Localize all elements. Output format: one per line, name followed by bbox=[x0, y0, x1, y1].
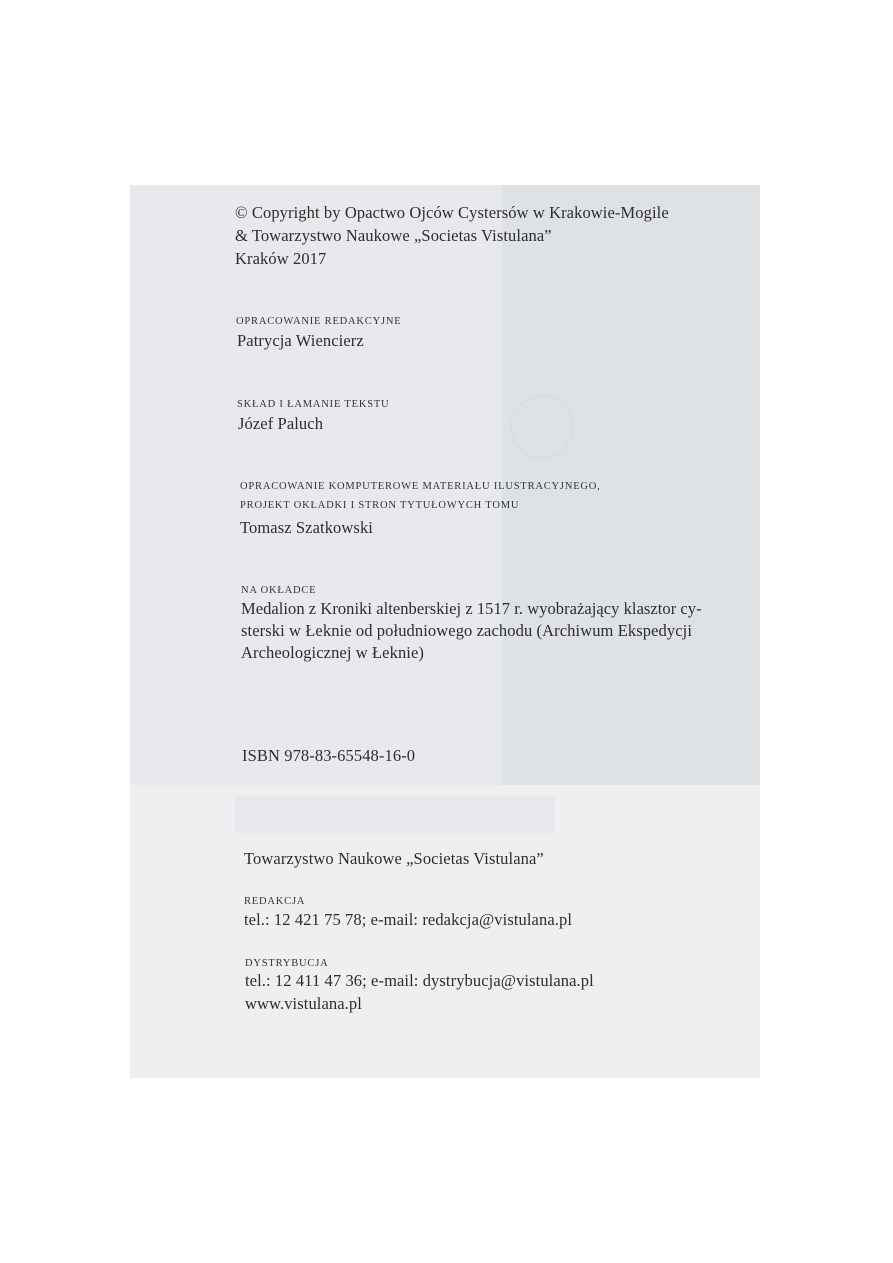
publisher-distribution-label: DYSTRYBUCJA bbox=[245, 958, 329, 969]
bleed-through-bar bbox=[235, 795, 555, 833]
publisher-editorial-label: REDAKCJA bbox=[244, 896, 306, 907]
editorial-label: OPRACOWANIE REDAKCYJNE bbox=[236, 316, 402, 327]
editorial-name: Patrycja Wiencierz bbox=[237, 331, 364, 350]
cover-text-line-1: Medalion z Kroniki altenberskiej z 1517 r. wyobrażający klasztor cy- bbox=[241, 599, 702, 618]
publisher-name: Towarzystwo Naukowe „Societas Vistulana” bbox=[244, 849, 544, 868]
isbn: ISBN 978-83-65548-16-0 bbox=[242, 746, 416, 765]
copyright-line-3: Kraków 2017 bbox=[235, 249, 327, 268]
illustrations-name: Tomasz Szatkowski bbox=[240, 518, 373, 537]
copyright-line-2: & Towarzystwo Naukowe „Societas Vistulana” bbox=[235, 226, 552, 245]
bleed-through-mark bbox=[510, 395, 574, 459]
typesetting-label: SKŁAD I ŁAMANIE TEKSTU bbox=[237, 399, 390, 410]
illustrations-label-line-1: OPRACOWANIE KOMPUTEROWE MATERIAŁU ILUSTRACYJNEGO, bbox=[240, 481, 601, 492]
scanned-page bbox=[130, 185, 760, 1078]
publisher-website: www.vistulana.pl bbox=[245, 994, 362, 1013]
typesetting-name: Józef Paluch bbox=[238, 414, 324, 433]
illustrations-label-line-2: PROJEKT OKŁADKI I STRON TYTUŁOWYCH TOMU bbox=[240, 500, 520, 511]
cover-label: NA OKŁADCE bbox=[241, 585, 317, 596]
publisher-editorial-contact: tel.: 12 421 75 78; e-mail: redakcja@vistulana.pl bbox=[244, 910, 573, 929]
publisher-distribution-contact: tel.: 12 411 47 36; e-mail: dystrybucja@vistulana.pl bbox=[245, 971, 594, 990]
cover-text-line-3: Archeologicznej w Łeknie) bbox=[241, 643, 425, 662]
cover-text-line-2: sterski w Łeknie od południowego zachodu (Archiwum Ekspedycji bbox=[241, 621, 693, 640]
copyright-line-1: © Copyright by Opactwo Ojców Cystersów w Krakowie-Mogile bbox=[235, 203, 669, 222]
